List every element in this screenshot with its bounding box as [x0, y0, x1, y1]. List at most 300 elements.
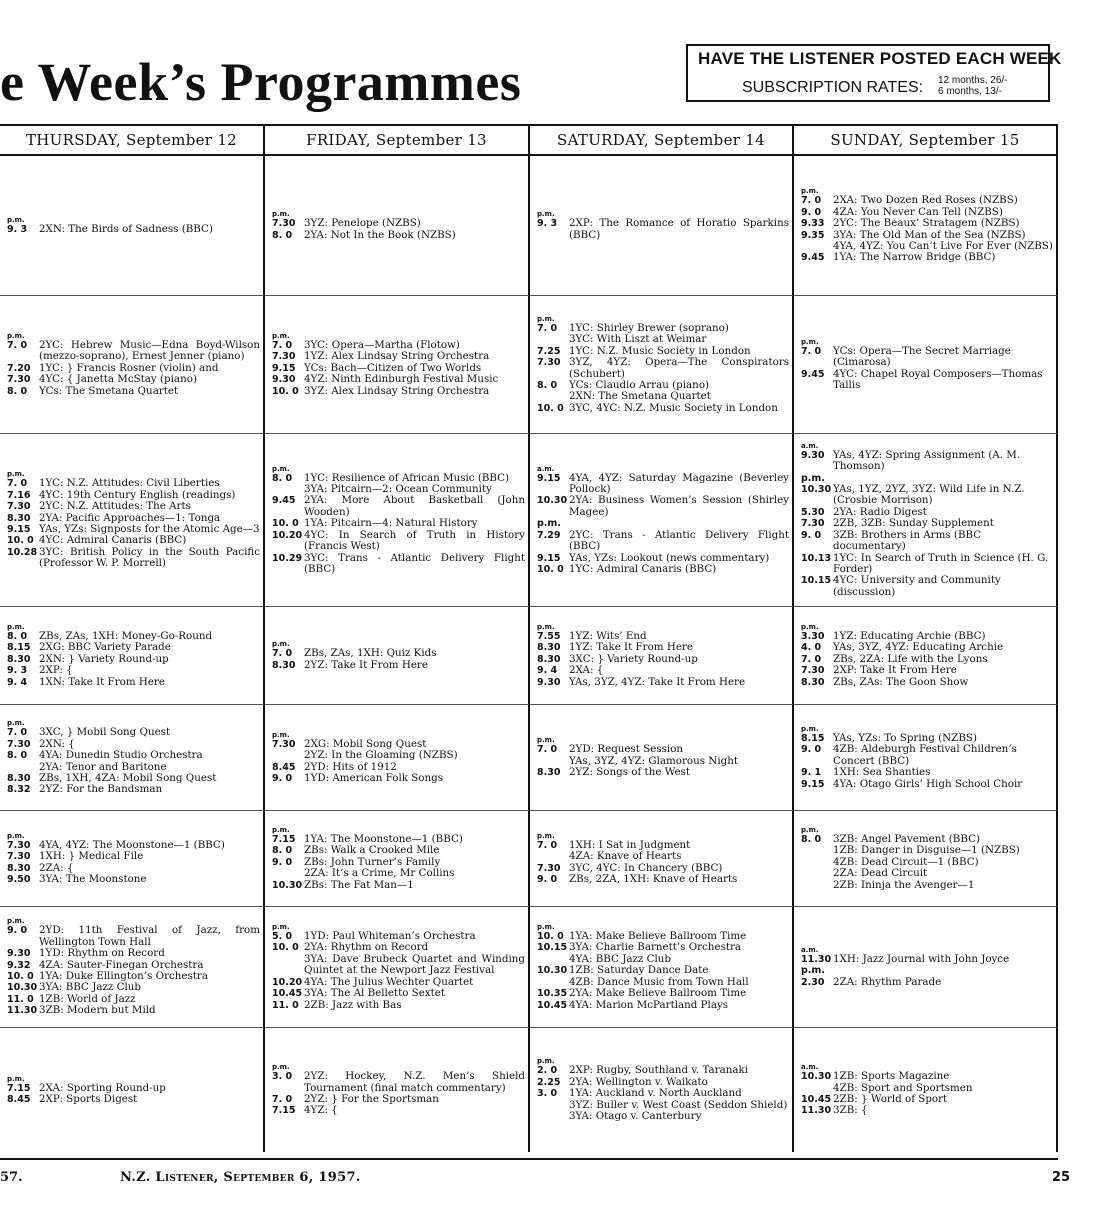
entry-time: 7.30: [7, 738, 31, 750]
entry-description: 1YD: American Folk Songs: [304, 771, 444, 784]
entry-time: [7, 762, 39, 773]
programme-cell-sunday: [794, 434, 1058, 607]
entry-time: 11.30: [801, 953, 832, 965]
entry-time: 9. 0: [801, 744, 822, 756]
entry-time: 7. 0: [801, 195, 822, 207]
programme-entry: [801, 218, 1053, 229]
entry-description: 3YA: Charlie Barnett’s Orchestra: [569, 941, 742, 954]
entry-time: 10.35: [537, 988, 568, 1000]
meridiem-label: p.m.: [537, 622, 555, 631]
entry-time: 7. 0: [537, 839, 558, 851]
entry-description: 3YC: Trans - Atlantic Delivery Flight (BBC): [304, 551, 525, 575]
entry-description: 2XP: Rugby, Southland v. Taranaki: [569, 1064, 749, 1077]
entry-time: [801, 857, 833, 868]
programme-entry: [801, 977, 1053, 988]
entry-time: 7.30: [7, 839, 31, 851]
entry-description: 1XH: Sea Shanties: [833, 766, 931, 779]
entry-time: [537, 977, 569, 988]
entry-description: 3ZB: {: [833, 1104, 868, 1117]
programme-entry: [7, 784, 260, 795]
entry-description: 1YA: Pitcairn—4: Natural History: [304, 517, 478, 530]
entry-time: 10.20: [272, 976, 303, 988]
entry-time: 9.15: [272, 362, 296, 374]
entry-description: 2YZ: Take It From Here: [304, 658, 428, 671]
entry-description: 4ZB: Aldeburgh Festival Children’s Concert (BBC): [833, 743, 1017, 767]
programme-entry: [7, 750, 260, 761]
entry-description: 3YA: Otago v. Canterbury: [569, 1110, 702, 1123]
entry-time: 7. 0: [272, 648, 293, 660]
entry-description: 2YZ: } For the Sportsman: [304, 1093, 439, 1105]
entry-description: 2XA: Two Dozen Red Roses (NZBS): [833, 194, 1018, 207]
entry-description: 4YC: 19th Century English (readings): [39, 488, 236, 501]
entry-time: 10. 0: [272, 518, 299, 530]
entry-description: 2XP: The Romance of Horatio Sparkins (BBC): [569, 217, 789, 241]
entry-time: 8.15: [801, 732, 825, 744]
meridiem-label: p.m.: [801, 724, 819, 733]
entry-time: 10.45: [537, 999, 568, 1011]
entry-time: 8.30: [7, 512, 31, 524]
entry-description: 4YA: Marion McPartland Plays: [569, 998, 729, 1011]
meridiem-label: p.m.: [537, 923, 555, 932]
entry-time: 9.30: [272, 374, 296, 386]
entry-description: 4ZA: Knave of Hearts: [569, 850, 682, 863]
programme-entry: [801, 530, 1053, 553]
entry-time: 7.30: [537, 862, 561, 874]
entry-time: 10.30: [272, 879, 303, 891]
day-header-sunday: SUNDAY, September 15: [794, 126, 1058, 156]
programme-cell-saturday: [530, 156, 794, 296]
entry-description: 2YZ: Songs of the West: [569, 766, 690, 779]
programme-entry: [801, 369, 1053, 392]
meridiem-label: p.m.: [272, 640, 290, 649]
entry-description: 4ZB: Dead Circuit—1 (BBC): [833, 855, 979, 868]
entry-time: 9. 0: [537, 873, 558, 885]
meridiem-label: p.m.: [7, 1074, 25, 1083]
entry-description: 1YC: Resilience of African Music (BBC): [304, 471, 510, 484]
programme-cell-friday: [265, 156, 530, 296]
entry-description: 4ZA: Sauter-Finegan Orchestra: [39, 958, 204, 971]
meridiem-label: p.m.: [537, 1057, 555, 1066]
entry-description: 2XN: } Variety Round-up: [39, 652, 169, 665]
entry-time: 9. 1: [801, 767, 822, 779]
entry-time: 8. 0: [801, 833, 822, 845]
entry-description: YAs, 3YZ, 4YZ: Glamorous Night: [569, 754, 738, 767]
entry-time: 11. 0: [272, 999, 299, 1011]
entry-time: 9.15: [537, 472, 561, 484]
entry-description: 1YC: N.Z. Attitudes: Civil Liberties: [39, 477, 220, 490]
page-title: e Week’s Programmes: [0, 52, 522, 112]
entry-time: 9.30: [7, 948, 31, 960]
entry-time: 10.30: [537, 495, 568, 507]
entry-time: [272, 868, 304, 879]
entry-description: 3XC, } Mobil Song Quest: [39, 726, 171, 739]
programme-entry: [272, 868, 525, 879]
entry-time: 4. 0: [801, 642, 822, 654]
entry-time: 9.15: [537, 552, 561, 564]
entry-description: 4YZ: {: [304, 1104, 338, 1117]
programme-entry: [801, 553, 1053, 576]
entry-time: 7.15: [7, 1082, 31, 1094]
entry-time: 7.15: [272, 833, 296, 845]
entry-description: 2XA: Sporting Round-up: [39, 1081, 166, 1094]
entry-description: 2YZ: For the Bandsman: [39, 783, 163, 796]
entry-time: 8. 0: [272, 229, 293, 241]
entry-description: 3YZ: Alex Lindsay String Orchestra: [304, 384, 490, 397]
entry-description: 2ZB: } World of Sport: [833, 1093, 948, 1105]
entry-description: 2XP: Sports Digest: [39, 1093, 138, 1105]
entry-description: YCs: The Smetana Quartet: [39, 384, 179, 397]
programme-cell-friday: [265, 811, 530, 907]
page-number: 25: [1052, 1170, 1071, 1185]
programme-entry: [272, 386, 525, 397]
entry-time: 9. 0: [272, 772, 293, 784]
entry-description: 4YC: Admiral Canaris (BBC): [39, 534, 187, 547]
entry-time: [537, 756, 569, 767]
entry-description: 2ZA: {: [39, 861, 74, 874]
entry-description: ZBs, ZAs, 1XH: Money-Go-Round: [39, 629, 213, 642]
programme-entry: [537, 677, 789, 688]
entry-description: 1YA: The Moonstone—1 (BBC): [304, 832, 463, 845]
entry-description: 2YA: More About Basketball (John Wooden): [304, 494, 525, 518]
entry-time: 10. 0: [537, 402, 564, 414]
subscription-box: [686, 44, 1062, 102]
entry-description: 3YC, 4YC: In Chancery (BBC): [569, 861, 723, 874]
meridiem-label: a.m.: [801, 441, 819, 450]
entry-time: 11.30: [7, 1005, 38, 1017]
programme-entry: [537, 767, 789, 778]
entry-description: 1YC: In Search of Truth in Science (H. G. Forder): [833, 551, 1049, 575]
rate-12-months: 12 months, 26/-: [938, 75, 1008, 86]
entry-time: 9.32: [7, 959, 31, 971]
entry-description: 4YA: Dunedin Studio Orchestra: [39, 749, 203, 762]
entry-time: 7.30: [272, 738, 296, 750]
entry-description: 1ZB: Sports Magazine: [833, 1070, 950, 1083]
entry-description: ZBs, 1XH, 4ZA: Mobil Song Quest: [39, 771, 217, 784]
programme-entry: [537, 851, 789, 862]
entry-description: 3YC, 4YC: N.Z. Music Society in London: [569, 401, 778, 414]
programme-cell-saturday: [530, 1028, 794, 1152]
entry-description: 1YC: N.Z. Music Society in London: [569, 344, 751, 357]
entry-time: 7. 0: [537, 322, 558, 334]
meridiem-label: a.m.: [801, 945, 819, 954]
entry-description: 4YC: In Search of Truth in History (Francis West): [304, 528, 525, 553]
programme-entry: [537, 473, 789, 496]
entry-time: 8. 0: [7, 385, 28, 397]
entry-time: 8.45: [272, 761, 296, 773]
entry-time: 2.30: [801, 976, 825, 988]
entry-description: 4ZB: Sport and Sportsmen: [833, 1081, 973, 1094]
entry-description: 1YA: Make Believe Ballroom Time: [569, 930, 747, 943]
entry-description: YCs: Claudio Arrau (piano): [569, 378, 710, 391]
programme-cell-sunday: [794, 296, 1058, 434]
entry-time: 9.30: [801, 449, 825, 461]
entry-description: 1YZ: Take It From Here: [569, 641, 693, 654]
entry-description: 2YA: Tenor and Baritone: [39, 760, 167, 773]
entry-time: 10. 0: [537, 931, 564, 943]
programme-entry: [537, 965, 789, 976]
entry-time: 8.30: [7, 772, 31, 784]
programme-cell-thursday: [0, 1028, 265, 1152]
programme-cell-thursday: [0, 811, 265, 907]
entry-description: 1YC: Admiral Canaris (BBC): [569, 562, 717, 575]
meridiem-label: p.m.: [272, 331, 290, 340]
programme-cell-saturday: [530, 907, 794, 1028]
entry-description: 3ZB: Brothers in Arms (BBC documentary): [833, 528, 982, 553]
entry-description: 2XG: BBC Variety Parade: [39, 641, 171, 654]
entry-description: 4ZA: You Never Can Tell (NZBS): [833, 205, 1003, 218]
entry-description: ZBs, 2ZA, 1XH: Knave of Hearts: [569, 872, 738, 885]
entry-time: 10.15: [801, 575, 832, 587]
programme-cell-sunday: [794, 705, 1058, 811]
footer-issue-line: N.Z. Listener, September 6, 1957.: [120, 1170, 361, 1185]
entry-description: 3YA: The Moonstone: [39, 872, 147, 885]
entry-time: 9. 3: [537, 218, 558, 230]
entry-time: 7. 0: [272, 339, 293, 351]
programme-entry: [7, 925, 260, 948]
entry-time: 7. 0: [7, 478, 28, 490]
entry-time: [537, 954, 569, 965]
entry-description: 2ZA: Dead Circuit: [833, 867, 928, 880]
entry-time: 8. 0: [272, 845, 293, 857]
entry-time: [801, 880, 833, 891]
entry-description: 2YA: Wellington v. Waikato: [569, 1075, 708, 1088]
programme-grid: [0, 124, 1058, 1160]
entry-time: 10. 0: [537, 563, 564, 575]
programme-entry: [7, 874, 260, 885]
entry-description: 3YZ: Buller v. West Coast (Seddon Shield): [569, 1098, 788, 1111]
programme-entry: [801, 767, 1053, 778]
meridiem-label: p.m.: [801, 187, 819, 196]
entry-description: 4ZB: Dance Music from Town Hall: [569, 975, 749, 988]
entry-description: 3YC: Opera—Martha (Flotow): [304, 338, 460, 351]
programme-entry: [7, 948, 260, 959]
entry-time: 9.30: [537, 676, 561, 688]
entry-description: 3YZ: Penelope (NZBS): [304, 217, 421, 230]
meridiem-label: p.m.: [7, 917, 25, 926]
entry-time: 5.30: [801, 506, 825, 518]
entry-description: 2YC: N.Z. Attitudes: The Arts: [39, 500, 191, 513]
programme-entry: [7, 1005, 260, 1016]
page-footer: [0, 1164, 1114, 1194]
programme-entry: [272, 1105, 525, 1116]
entry-description: 2YD: Request Session: [569, 743, 684, 756]
entry-time: [801, 1083, 833, 1094]
entry-description: 2YZ: Hockey, N.Z. Men’s Shield Tournament (final match commentary): [304, 1070, 525, 1094]
entry-time: 7.30: [272, 218, 296, 230]
entry-time: 9.35: [801, 229, 825, 241]
entry-description: 3XC: } Variety Round-up: [569, 652, 698, 665]
entry-time: 7. 0: [537, 744, 558, 756]
entry-description: 4YC: University and Community (discussion): [833, 574, 1001, 598]
entry-description: 1YZ: Educating Archie (BBC): [833, 629, 986, 642]
entry-time: 10.13: [801, 552, 832, 564]
entry-time: [537, 851, 569, 862]
entry-time: 7.25: [537, 345, 561, 357]
entry-time: 8.15: [7, 642, 31, 654]
programme-cell-saturday: [530, 296, 794, 434]
entry-time: 7.30: [7, 851, 31, 863]
programme-cell-thursday: [0, 607, 265, 705]
meridiem-label: p.m.: [272, 923, 290, 932]
entry-description: 1YA: Auckland v. North Auckland: [569, 1087, 742, 1100]
programme-entry: [801, 450, 1053, 473]
entry-description: 1ZB: Saturday Dance Date: [569, 964, 709, 977]
meridiem-label: p.m.: [272, 1063, 290, 1072]
programme-cell-saturday: [530, 607, 794, 705]
programme-cell-thursday: [0, 907, 265, 1028]
programme-entry: [272, 660, 525, 671]
programme-entry: [7, 677, 260, 688]
entry-description: 3YZ, 4YZ: Opera—The Conspirators (Schubert): [569, 356, 789, 380]
entry-description: YCs: Opera—The Secret Marriage (Cimarosa): [833, 344, 1011, 369]
meridiem-label: p.m.: [537, 314, 555, 323]
programme-entry: [7, 665, 260, 676]
meridiem-label: p.m.: [272, 464, 290, 473]
programme-entry: [537, 1000, 789, 1011]
entry-description: 2XG: Mobil Song Quest: [304, 737, 427, 750]
entry-time: 2.25: [537, 1076, 561, 1088]
entry-description: 4YA, 4YZ: Saturday Magazine (Beverley Pollock): [569, 471, 789, 496]
meridiem-label: p.m.: [537, 831, 555, 840]
entry-time: 7.16: [7, 489, 31, 501]
entry-time: 11. 0: [7, 993, 34, 1005]
entry-description: 1YD: Paul Whiteman’s Orchestra: [304, 930, 476, 943]
entry-description: 2YA: Not In the Book (NZBS): [304, 228, 456, 241]
entry-time: 10.45: [272, 988, 303, 1000]
entry-description: 1YA: The Narrow Bridge (BBC): [833, 251, 996, 264]
entry-description: 2XN: The Birds of Sadness (BBC): [39, 222, 213, 235]
entry-description: 2ZA: It’s a Crime, Mr Collins: [304, 867, 455, 880]
entry-description: 3YA: Pitcairn—2: Ocean Community: [304, 483, 492, 496]
meridiem-label: p.m.: [7, 719, 25, 728]
entry-description: 4YA: BBC Jazz Club: [569, 952, 671, 965]
entry-description: YCs: Bach—Citizen of Two Worlds: [304, 361, 482, 374]
programme-entry: [801, 965, 1053, 976]
meridiem-label: p.m.: [272, 210, 290, 219]
programme-entry: [537, 564, 789, 575]
entry-time: 7.30: [537, 357, 561, 369]
entry-time: 3. 0: [272, 1071, 293, 1083]
entry-description: 2YA: Radio Digest: [833, 505, 927, 518]
programme-cell-friday: [265, 907, 530, 1028]
entry-time: 7.55: [537, 630, 561, 642]
programme-entry: [272, 1071, 525, 1094]
entry-description: 4YA: Otago Girls’ High School Choir: [833, 777, 1023, 790]
programme-entry: [801, 880, 1053, 891]
meridiem-label: p.m.: [537, 736, 555, 745]
entry-time: 8. 0: [537, 379, 558, 391]
programme-entry: [272, 954, 525, 977]
entry-description: 2YD: 11th Festival of Jazz, from Wellington Town Hall: [39, 924, 260, 948]
programme-entry: [801, 575, 1053, 598]
entry-description: 4YC: Chapel Royal Composers—Thomas Tallis: [833, 367, 1043, 391]
entry-description: 3YA: The Old Man of the Sea (NZBS): [833, 228, 1026, 241]
entry-time: [272, 750, 304, 761]
programme-entry: [801, 252, 1053, 263]
programme-entry: [801, 195, 1053, 206]
entry-description: YAs, 1YZ, 2YZ, 3YZ: Wild Life in N.Z. (Crosbie Morrison): [833, 483, 1025, 507]
programme-entry: [801, 1071, 1053, 1082]
entry-time: 11.30: [801, 1105, 832, 1117]
entry-time: 7. 0: [272, 1094, 293, 1105]
programme-entry: [7, 501, 260, 512]
programme-cell-friday: [265, 434, 530, 607]
programme-entry: [7, 386, 260, 397]
programme-entry: [537, 530, 789, 553]
entry-description: 1XH: } Medical File: [39, 850, 144, 863]
entry-description: ZBs: Walk a Crooked Mile: [304, 844, 440, 857]
entry-time: 7.30: [801, 665, 825, 677]
day-header-saturday: SATURDAY, September 14: [530, 126, 794, 156]
programme-cell-friday: [265, 296, 530, 434]
entry-time: p.m.: [801, 472, 825, 484]
programme-cell-thursday: [0, 156, 265, 296]
entry-time: 10.30: [7, 982, 38, 994]
entry-description: YAs, 4YZ: Spring Assignment (A. M. Thomson): [833, 448, 1021, 473]
entry-time: 9.45: [801, 368, 825, 380]
entry-time: 10.45: [801, 1094, 832, 1105]
programme-entry: [801, 665, 1053, 676]
entry-description: 2XP: Take It From Here: [833, 664, 957, 677]
programme-cell-sunday: [794, 811, 1058, 907]
meridiem-label: p.m.: [537, 210, 555, 219]
entry-description: 1YZ: Alex Lindsay String Orchestra: [304, 350, 490, 363]
programme-entry: [272, 230, 525, 241]
entry-time: 8. 0: [7, 750, 28, 762]
entry-description: 1YD: Rhythm on Record: [39, 947, 165, 960]
programme-entry: [7, 1094, 260, 1105]
entry-time: 9. 0: [272, 856, 293, 868]
entry-time: 3.30: [801, 630, 825, 642]
entry-description: ZBs, 2ZA: Life with the Lyons: [833, 652, 988, 665]
entry-time: 8. 0: [272, 472, 293, 484]
entry-description: 2ZA: Rhythm Parade: [833, 975, 942, 988]
entry-description: 3YA: Dave Brubeck Quartet and Winding Quintet at the Newport Jazz Festival: [304, 952, 525, 977]
entry-time: 10. 0: [7, 971, 34, 982]
entry-time: 8.32: [7, 784, 31, 796]
entry-time: 9. 3: [7, 665, 28, 677]
entry-description: 2XN: {: [39, 737, 75, 750]
programme-entry: [272, 750, 525, 761]
programme-entry: [272, 518, 525, 529]
entry-time: 7. 0: [801, 653, 822, 665]
entry-description: 2YA: Rhythm on Record: [304, 941, 429, 954]
programme-entry: [537, 874, 789, 885]
entry-time: 9. 3: [7, 223, 28, 235]
entry-time: 9. 0: [7, 925, 28, 937]
footer-left-fragment: 57.: [0, 1170, 23, 1185]
programme-cell-friday: [265, 705, 530, 811]
programme-entry: [537, 988, 789, 999]
programme-entry: [801, 677, 1053, 688]
entry-time: 7.20: [7, 362, 31, 374]
meridiem-label: p.m.: [7, 831, 25, 840]
entry-time: 10.15: [537, 942, 568, 954]
entry-description: 1ZB: Danger in Disguise—1 (NZBS): [833, 844, 1020, 857]
entry-description: 2YC: Hebrew Music—Edna Boyd-Wilson (mezzo-soprano), Ernest Jenner (piano): [39, 338, 260, 363]
entry-time: 8.30: [537, 767, 561, 779]
entry-time: 8.30: [537, 642, 561, 654]
entry-time: 8.30: [801, 676, 825, 688]
entry-time: 10.30: [537, 965, 568, 977]
meridiem-label: p.m.: [272, 825, 290, 834]
programme-cell-saturday: [530, 811, 794, 907]
entry-time: 7. 0: [801, 345, 822, 357]
entry-description: YAs, 3YZ, 4YZ: Take It From Here: [569, 675, 746, 688]
entry-time: 9.15: [801, 778, 825, 790]
entry-time: 9. 0: [801, 206, 822, 218]
programme-entry: [537, 357, 789, 380]
